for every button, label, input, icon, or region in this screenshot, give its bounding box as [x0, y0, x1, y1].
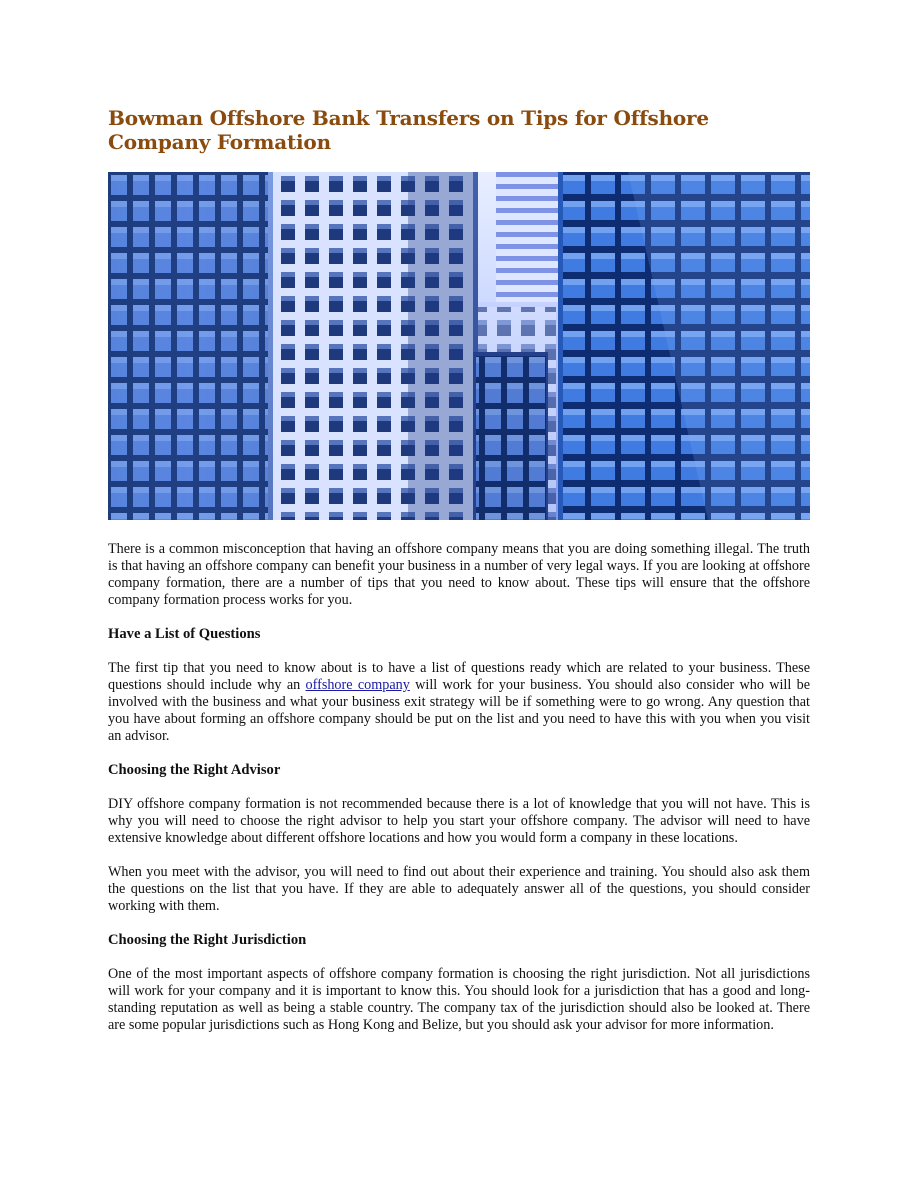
office-buildings-image — [108, 172, 810, 520]
advisor-paragraph-1: DIY offshore company formation is not recommended because there is a lot of knowledge that you will not have. This is why you will need to choose the right advisor to help you start your offshore company. The advisor will need to have extensive knowledge about different offshore locations and how you would form a company in these locations. — [108, 796, 810, 846]
section-heading-advisor: Choosing the Right Advisor — [108, 762, 281, 778]
questions-text-end: will work for your business. You should also consider who will be involved with the business and what your business exit strategy will be if something were to go wrong. Any question that you have about forming an offshore company should be put on the list and you need to have this with you when you visit an advisor. — [108, 677, 810, 744]
intro-paragraph: There is a common misconception that having an offshore company means that you are doing something illegal. The truth is that having an offshore company can benefit your business in a number of very legal ways. If you are looking at offshore company formation, there are a number of tips that you need to know about. These tips will ensure that the offshore company formation process works for you. — [108, 541, 810, 608]
document-title: Bowman Offshore Bank Transfers on Tips for Offshore Company Formation — [108, 106, 709, 154]
questions-paragraph — [108, 660, 810, 745]
advisor-paragraph-2: When you meet with the advisor, you will need to find out about their experience and training. You should also ask them the questions on the list that you have. If they are able to adequately answer all of the questions, you should consider working with them. — [108, 864, 810, 914]
questions-text-start: The first tip that you need to know about is to have a list of questions ready which are related to your business. These questions should include why an — [108, 660, 810, 693]
section-heading-jurisdiction: Choosing the Right Jurisdiction — [108, 932, 307, 948]
section-heading-questions: Have a List of Questions — [108, 626, 261, 642]
offshore-company-link[interactable]: offshore company — [305, 677, 410, 693]
document-page — [108, 106, 810, 1034]
jurisdiction-paragraph: One of the most important aspects of offshore company formation is choosing the right jurisdiction. Not all jurisdictions will work for your company and it is important to know this. You should look for a jurisdiction that has a good and long-standing reputation as well as being a stable country. The company tax of the jurisdiction should also be looked at. There are some popular jurisdictions such as Hong Kong and Belize, but you should ask your advisor for more information. — [108, 966, 810, 1033]
